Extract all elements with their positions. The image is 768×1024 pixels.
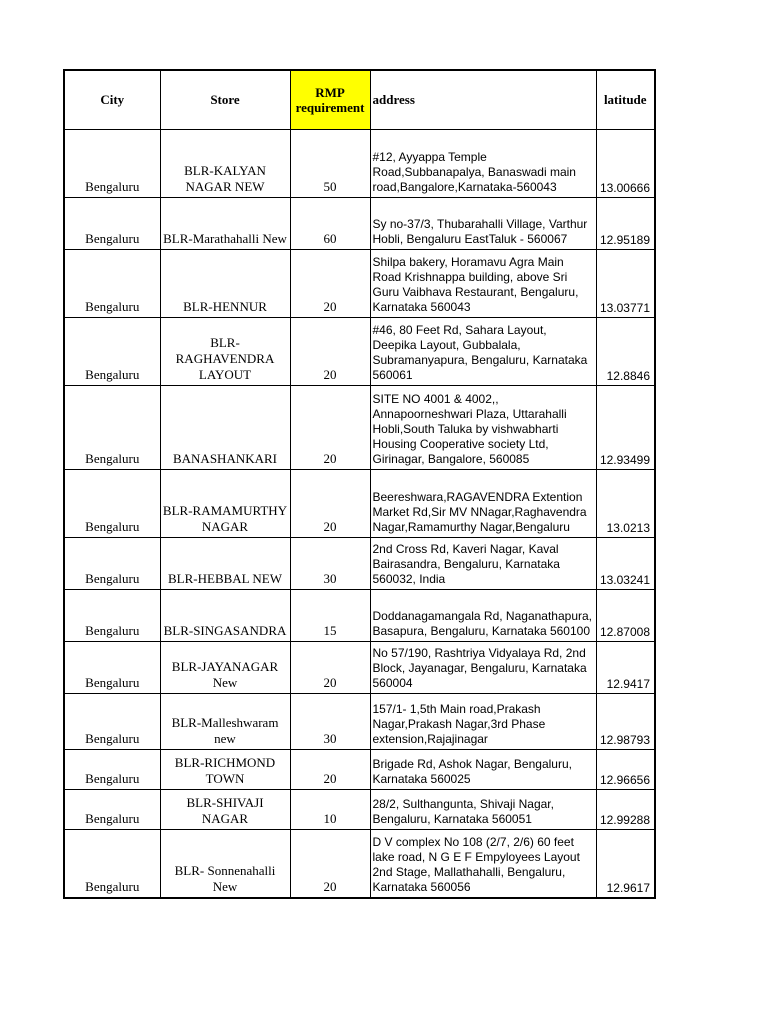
cell-latitude: 13.03241	[596, 538, 655, 590]
cell-city: Bengaluru	[64, 590, 160, 642]
table-row	[64, 250, 655, 318]
cell-store: BLR-RAGHAVENDRA LAYOUT	[160, 318, 290, 386]
cell-address: #12, Ayyappa Temple Road,Subbanapalya, Banaswadi main road,Bangalore,Karnataka-560043	[370, 130, 596, 198]
store-table-container	[63, 69, 656, 899]
cell-address: D V complex No 108 (2/7, 2/6) 60 feet lake road, N G E F Empyloyees Layout 2nd Stage, Mallathahalli, Bengaluru, Karnataka 560056	[370, 830, 596, 898]
cell-store: BANASHANKARI	[160, 386, 290, 470]
cell-rmp: 20	[290, 830, 370, 898]
cell-city: Bengaluru	[64, 318, 160, 386]
cell-city: Bengaluru	[64, 694, 160, 750]
table-row	[64, 538, 655, 590]
header-city: City	[64, 70, 160, 130]
table-row	[64, 790, 655, 830]
header-rmp-line1: RMP	[315, 85, 345, 100]
cell-latitude: 13.00666	[596, 130, 655, 198]
cell-store: BLR-JAYANAGAR New	[160, 642, 290, 694]
cell-store: BLR-HENNUR	[160, 250, 290, 318]
cell-latitude: 12.87008	[596, 590, 655, 642]
cell-rmp: 15	[290, 590, 370, 642]
cell-rmp: 10	[290, 790, 370, 830]
cell-latitude: 12.93499	[596, 386, 655, 470]
cell-store: BLR- Sonnenahalli New	[160, 830, 290, 898]
table-row	[64, 830, 655, 898]
cell-latitude: 13.0213	[596, 470, 655, 538]
cell-rmp: 20	[290, 642, 370, 694]
table-row	[64, 386, 655, 470]
cell-rmp: 20	[290, 750, 370, 790]
cell-address: Brigade Rd, Ashok Nagar, Bengaluru, Karnataka 560025	[370, 750, 596, 790]
cell-store: BLR-RICHMOND TOWN	[160, 750, 290, 790]
cell-latitude: 12.95189	[596, 198, 655, 250]
header-store: Store	[160, 70, 290, 130]
store-table	[63, 69, 656, 899]
cell-store: BLR-RAMAMURTHY NAGAR	[160, 470, 290, 538]
cell-address: #46, 80 Feet Rd, Sahara Layout, Deepika Layout, Gubbalala, Subramanyapura, Bengaluru, Karnataka 560061	[370, 318, 596, 386]
cell-latitude: 12.9417	[596, 642, 655, 694]
cell-latitude: 13.03771	[596, 250, 655, 318]
cell-rmp: 50	[290, 130, 370, 198]
cell-city: Bengaluru	[64, 750, 160, 790]
cell-city: Bengaluru	[64, 198, 160, 250]
cell-address: 157/1- 1,5th Main road,Prakash Nagar,Prakash Nagar,3rd Phase extension,Rajajinagar	[370, 694, 596, 750]
cell-store: BLR-Malleshwaram new	[160, 694, 290, 750]
cell-rmp: 20	[290, 250, 370, 318]
table-row	[64, 470, 655, 538]
table-row	[64, 694, 655, 750]
cell-latitude: 12.99288	[596, 790, 655, 830]
header-latitude: latitude	[596, 70, 655, 130]
table-row	[64, 318, 655, 386]
cell-address: Beereshwara,RAGAVENDRA Extention Market Rd,Sir MV NNagar,Raghavendra Nagar,Ramamurthy Nagar,Bengaluru	[370, 470, 596, 538]
cell-store: BLR-SHIVAJI NAGAR	[160, 790, 290, 830]
table-row	[64, 198, 655, 250]
cell-city: Bengaluru	[64, 470, 160, 538]
cell-address: Doddanagamangala Rd, Naganathapura, Basapura, Bengaluru, Karnataka 560100	[370, 590, 596, 642]
cell-rmp: 60	[290, 198, 370, 250]
header-row	[64, 70, 655, 130]
cell-address: No 57/190, Rashtriya Vidyalaya Rd, 2nd Block, Jayanagar, Bengaluru, Karnataka 560004	[370, 642, 596, 694]
cell-store: BLR-Marathahalli New	[160, 198, 290, 250]
cell-rmp: 20	[290, 318, 370, 386]
table-row	[64, 590, 655, 642]
cell-address: Sy no-37/3, Thubarahalli Village, Varthur Hobli, Bengaluru EastTaluk - 560067	[370, 198, 596, 250]
cell-address: Shilpa bakery, Horamavu Agra Main Road Krishnappa building, above Sri Guru Vaibhava Restaurant, Bengaluru, Karnataka 560043	[370, 250, 596, 318]
header-address: address	[370, 70, 596, 130]
cell-rmp: 20	[290, 386, 370, 470]
cell-store: BLR-KALYAN NAGAR NEW	[160, 130, 290, 198]
table-row	[64, 130, 655, 198]
table-row	[64, 750, 655, 790]
cell-store: BLR-SINGASANDRA	[160, 590, 290, 642]
cell-city: Bengaluru	[64, 642, 160, 694]
cell-city: Bengaluru	[64, 130, 160, 198]
cell-store: BLR-HEBBAL NEW	[160, 538, 290, 590]
cell-address: 28/2, Sulthangunta, Shivaji Nagar, Bengaluru, Karnataka 560051	[370, 790, 596, 830]
cell-city: Bengaluru	[64, 830, 160, 898]
cell-latitude: 12.98793	[596, 694, 655, 750]
cell-latitude: 12.96656	[596, 750, 655, 790]
cell-rmp: 30	[290, 538, 370, 590]
header-rmp-requirement	[290, 70, 370, 130]
cell-city: Bengaluru	[64, 790, 160, 830]
cell-latitude: 12.9617	[596, 830, 655, 898]
cell-city: Bengaluru	[64, 538, 160, 590]
cell-address: 2nd Cross Rd, Kaveri Nagar, Kaval Bairasandra, Bengaluru, Karnataka 560032, India	[370, 538, 596, 590]
cell-city: Bengaluru	[64, 386, 160, 470]
cell-rmp: 20	[290, 470, 370, 538]
cell-latitude: 12.8846	[596, 318, 655, 386]
cell-address: SITE NO 4001 & 4002,, Annapoorneshwari Plaza, Uttarahalli Hobli,South Taluka by vishwabharti Housing Cooperative society Ltd, Girinagar, Bangalore, 560085	[370, 386, 596, 470]
header-rmp-line2: requirement	[295, 100, 365, 115]
cell-rmp: 30	[290, 694, 370, 750]
cell-city: Bengaluru	[64, 250, 160, 318]
table-row	[64, 642, 655, 694]
